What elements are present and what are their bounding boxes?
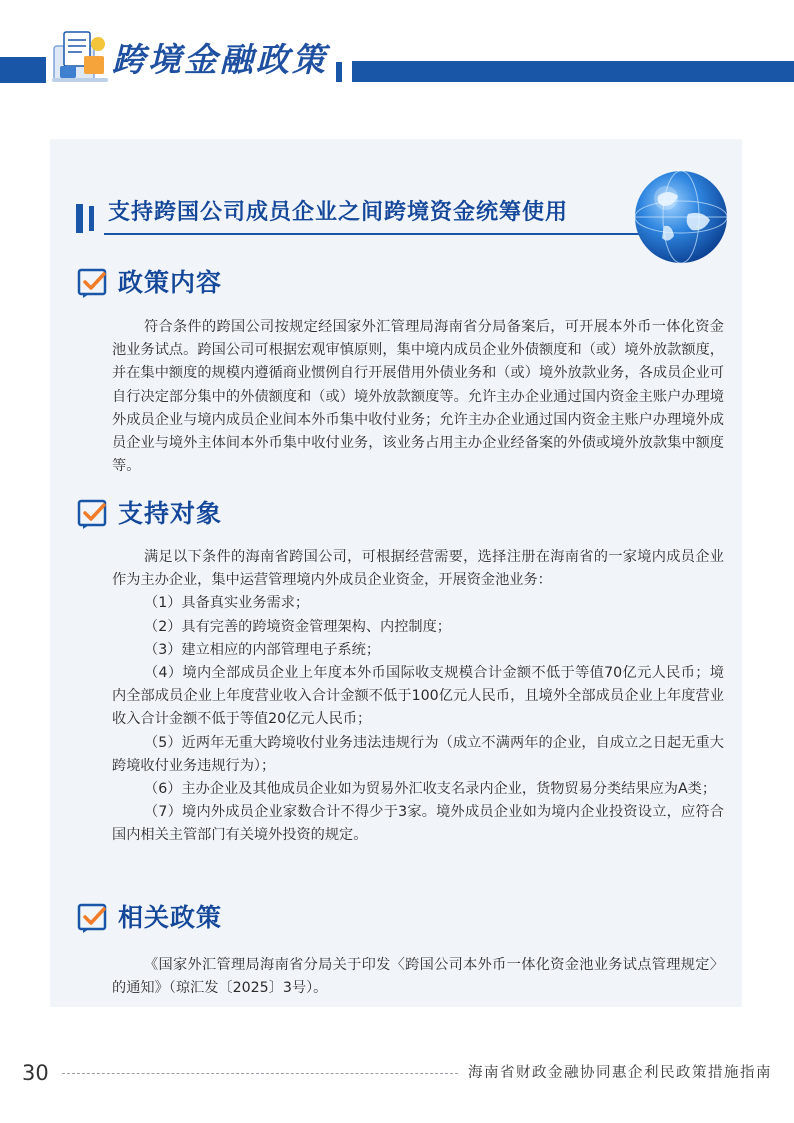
header-bar-tick [336, 62, 342, 82]
section-title-related-policies: 相关政策 [118, 903, 223, 932]
header-section-title: 跨境金融政策 [112, 40, 328, 79]
criteria-item: （4）境内全部成员企业上年度本外币国际收支规模合计金额不低于等值70亿元人民币；境内全部成员企业上年度营业收入合计金额不低于100亿元人民币，且境外全部成员企业上年度营业收入合计金额不低于等值20亿元人民币； [112, 665, 724, 728]
checkbox-check-icon [77, 901, 109, 935]
eligible-subjects-intro: 满足以下条件的海南省跨国公司，可根据经营需要，选择注册在海南省的一家境内成员企业作为主办企业，集中运营管理境内外成员企业资金，开展资金池业务： [112, 549, 724, 589]
banner-accent-bar [76, 204, 83, 233]
banner-title: 支持跨国公司成员企业之间跨境资金统筹使用 [108, 200, 569, 225]
policy-content-paragraph: 符合条件的跨国公司按规定经国家外汇管理局海南省分局备案后，可开展本外币一体化资金池业务试点。跨国公司可根据宏观审慎原则，集中境内成员企业外债额度和（或）境外放款额度，并在集中额度的规模内遵循商业惯例自行开展借用外债业务和（或）境外放款业务，各成员企业可自行决定部分集中的外债额度和（或）境外放款额度等。允许主办企业通过国内资金主账户办理境外成员企业与境内成员企业间本外币集中收付业务；允许主办企业通过国内资金主账户办理境外成员企业与境外主体间本外币集中收付业务，该业务占用主办企业经备案的外债或境外放款集中额度等。 [112, 319, 724, 475]
related-policy-reference: 《国家外汇管理局海南省分局关于印发〈跨国公司本外币一体化资金池业务试点管理规定〉的通知》（琼汇发〔2025〕3号）。 [112, 957, 724, 997]
footer-divider [62, 1073, 458, 1074]
checkbox-check-icon [77, 497, 109, 531]
criteria-item: （2）具有完善的跨境资金管理架构、内控制度； [144, 618, 451, 635]
checkbox-check-icon [77, 266, 109, 300]
banner-accent-bar [89, 206, 94, 231]
header-bar-right [352, 61, 794, 82]
criteria-item: （7）境内外成员企业家数合计不得少于3家。境外成员企业如为境内企业投资设立，应符合国内相关主管部门有关境外投资的规定。 [112, 804, 724, 844]
criteria-item: （3）建立相应的内部管理电子系统； [144, 641, 381, 658]
section-title-eligible-subjects: 支持对象 [118, 499, 223, 528]
globe-icon [630, 166, 732, 268]
document-logo-icon [50, 26, 112, 86]
criteria-item: （1）具备真实业务需求； [144, 595, 310, 612]
eligible-subjects-block [112, 546, 724, 848]
header-bar-left [0, 57, 46, 83]
criteria-item: （5）近两年无重大跨境收付业务违法违规行为（成立不满两年的企业，自成立之日起无重大跨境收付业务违规行为）； [112, 734, 724, 774]
banner-underline [104, 233, 664, 235]
criteria-item: （6）主办企业及其他成员企业如为贸易外汇收支名录内企业，货物贸易分类结果应为A类； [144, 781, 717, 798]
section-title-policy-content: 政策内容 [118, 268, 223, 297]
footer-publication-title: 海南省财政金融协同惠企利民政策措施指南 [468, 1065, 772, 1081]
page-number: 30 [22, 1061, 49, 1085]
